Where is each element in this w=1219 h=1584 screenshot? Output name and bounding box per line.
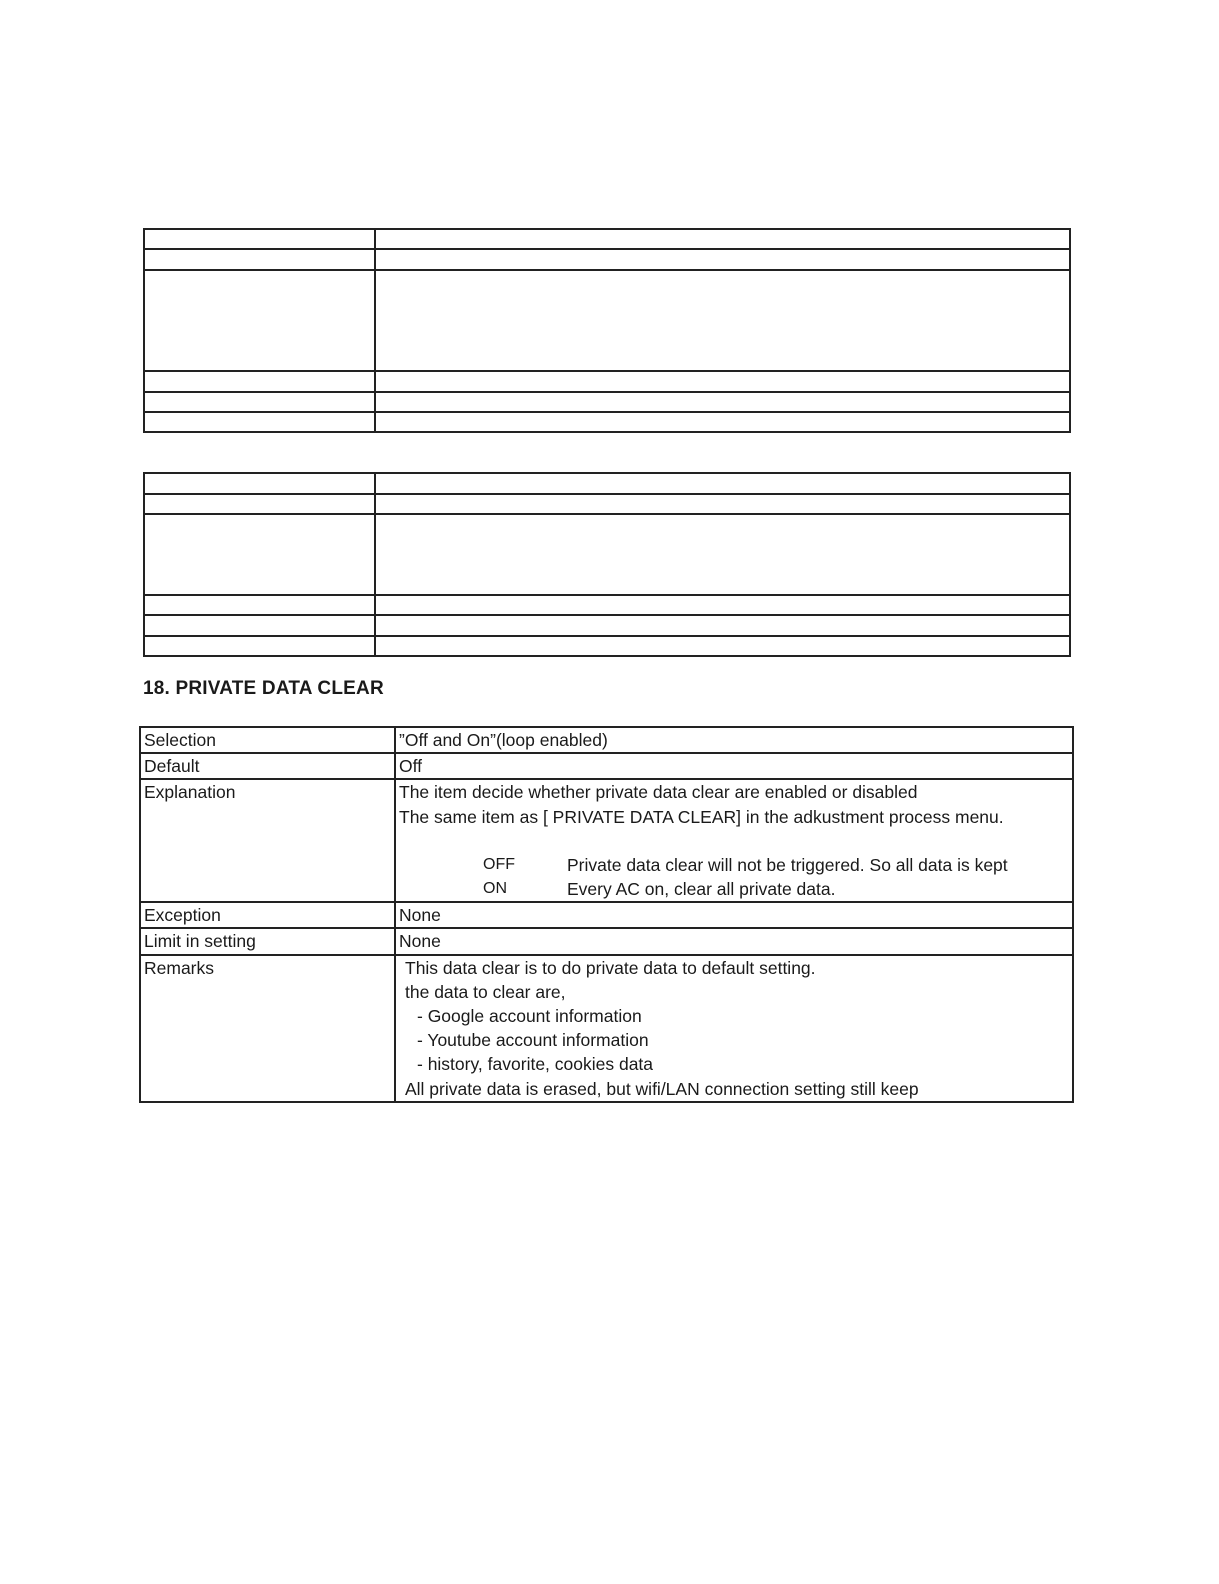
selection-label: Selection — [140, 727, 395, 753]
exception-row — [140, 902, 1073, 928]
limit-label: Limit in setting — [140, 928, 395, 954]
option-desc: Private data clear will not be triggered. So all data is kept — [567, 854, 1008, 875]
remarks-line: This data clear is to do private data to default setting. — [405, 957, 816, 978]
limit-row — [140, 928, 1073, 954]
option-desc: Every AC on, clear all private data. — [567, 879, 836, 900]
blank-table-2 — [143, 472, 1071, 657]
explanation-line: The same item as [ PRIVATE DATA CLEAR] in the adkustment process menu. — [399, 806, 1004, 827]
option-key: ON — [483, 880, 507, 898]
option-on — [399, 877, 1069, 901]
remarks-list-item: - Google account information — [417, 1006, 642, 1027]
remarks-list-item: - history, favorite, cookies data — [417, 1054, 654, 1075]
remarks-row — [140, 955, 1073, 1102]
exception-value: None — [395, 902, 1073, 928]
remarks-list-item: - Youtube account information — [417, 1030, 649, 1051]
remarks-label: Remarks — [140, 955, 395, 1102]
remarks-value — [395, 955, 1073, 1102]
remarks-closing: All private data is erased, but wifi/LAN connection setting still keep — [405, 1078, 919, 1099]
default-label: Default — [140, 753, 395, 779]
spacer — [399, 829, 1069, 853]
option-key: OFF — [483, 855, 515, 873]
blank-table-1 — [143, 228, 1071, 433]
limit-value: None — [395, 928, 1073, 954]
private-data-clear-table — [139, 726, 1074, 1103]
selection-value: ”Off and On”(loop enabled) — [395, 727, 1073, 753]
section-heading: 18. PRIVATE DATA CLEAR — [143, 678, 384, 699]
exception-label: Exception — [140, 902, 395, 928]
explanation-label: Explanation — [140, 779, 395, 902]
option-off — [399, 853, 1069, 877]
remarks-line: the data to clear are, — [405, 981, 566, 1002]
default-value: Off — [395, 753, 1073, 779]
selection-row — [140, 727, 1073, 753]
explanation-value — [395, 779, 1073, 902]
explanation-line: The item decide whether private data clear are enabled or disabled — [399, 782, 918, 803]
explanation-row — [140, 779, 1073, 902]
default-row — [140, 753, 1073, 779]
